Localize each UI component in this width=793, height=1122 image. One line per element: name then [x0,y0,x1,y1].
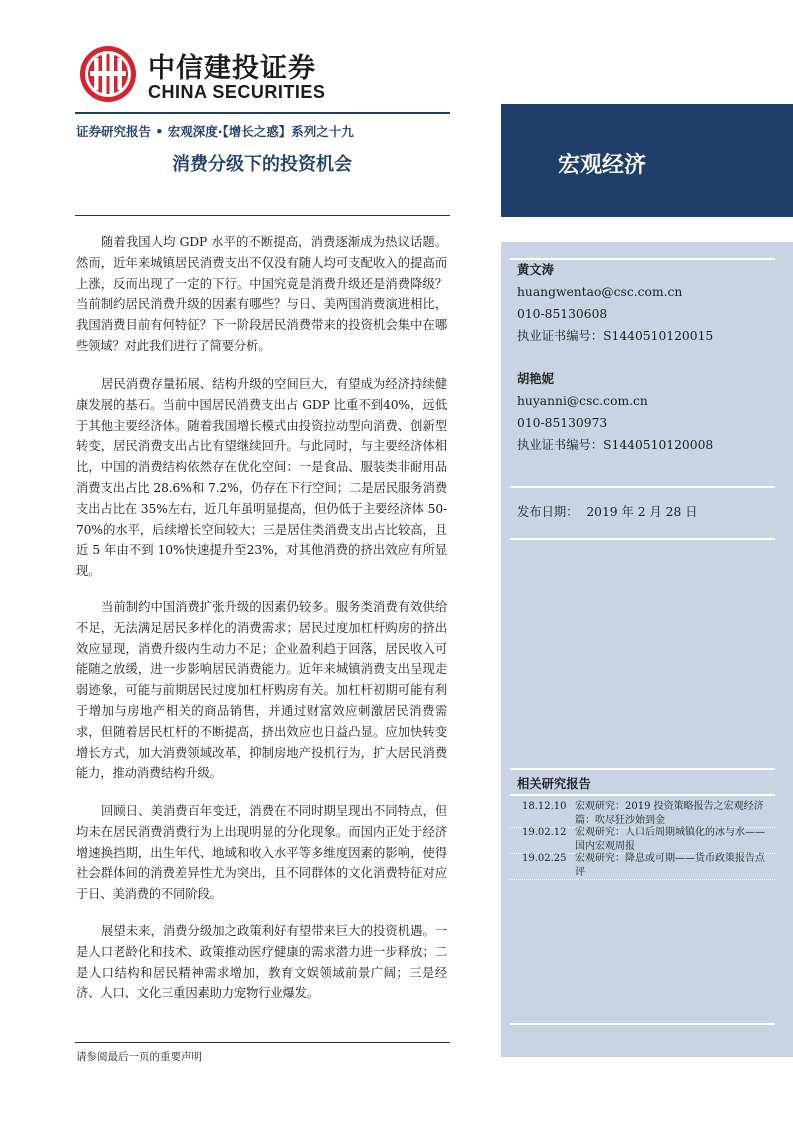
sidebar-divider [510,538,775,540]
china-securities-logo-icon [78,44,138,104]
related-reports-heading: 相关研究报告 [517,777,591,791]
related-report-title[interactable]: 宏观研究：降息或可期——货币政策报告点评 [575,853,765,878]
sidebar-divider [510,486,775,488]
analyst-license: 执业证书编号：S1440510120015 [517,329,714,343]
body-paragraph: 随着我国人均 GDP 水平的不断提高，消费逐渐成为热议话题。然而，近年来城镇居民消费支出不仅没有随人均可支配收入的提高而上涨，反而出现了一定的下行。中国究竟是消费升级还是消费降级？当前制约居民消费升级的因素有哪些？与日、美两国消费演进相比，我国消费目前有何特征？下一阶段居民消费带来的投资机会集中在哪些领域？对此我们进行了简要分析。 [76,235,447,353]
sidebar-divider [510,794,775,796]
analyst-name: 黄文涛 [517,263,554,277]
analyst-name: 胡艳妮 [517,372,554,386]
related-report-date: 18.12.10 [522,801,567,812]
analyst-phone: 010-85130973 [517,416,608,430]
sidebar-panel [501,242,793,1057]
sidebar-divider [510,879,775,880]
footer-divider [75,1042,450,1043]
body-paragraph: 展望未来，消费分级加之政策利好有望带来巨大的投资机遇。一是人口老龄化和技术、政策推动医疗健康的需求潜力进一步释放；二是人口结构和居民精神需求增加，教育文娱领域前景广阔；三是经济、人口、文化三重因素助力宠物行业爆发。 [76,924,447,1001]
report-title: 消费分级下的投资机会 [172,154,352,175]
publish-date [517,502,698,520]
title-divider [75,215,450,216]
analyst-license: 执业证书编号：S1440510120008 [517,438,714,452]
related-report-title[interactable]: 宏观研究：人口后周期城镇化的冰与水——国内宏观周报 [575,827,765,852]
related-report-date: 19.02.25 [522,853,567,864]
report-series-label: 证券研究报告 • 宏观深度·【增长之惑】系列之十九 [76,124,354,139]
brand-name-en: CHINA SECURITIES [148,82,326,102]
disclaimer-note[interactable]: 请参阅最后一页的重要声明 [76,1051,202,1063]
analyst-phone: 010-85130608 [517,307,608,321]
header-divider [75,112,450,114]
body-paragraph: 居民消费存量拓展、结构升级的空间巨大，有望成为经济持续健康发展的基石。当前中国居民消费支出占 GDP 比重不到40%，远低于其他主要经济体。随着我国增长模式由投资拉动型向消费、创新型转变，居民消费支出占比有望继续回升。与此同时，与主要经济体相比，中国的消费结构依然存在优化空间：一是食品、服装类非耐用品消费支出占比 28.6%和 7.2%，仍存在下行空间；二是居民服务消费支出占比在 35%左右，近几年虽明显提高，但仍低于主要经济体 50-70%的水平，后续增长空间较大；三是居住类消费支出占比较高，且近 5 年由不到 10%快速提升至23%，对其他消费的挤出效应有所显现。 [76,377,447,579]
body-paragraph: 当前制约中国消费扩张升级的因素仍较多。服务类消费有效供给不足，无法满足居民多样化的消费需求；居民过度加杠杆购房的挤出效应显现，消费升级内生动力不足；企业盈利趋于回落，居民收入可能随之放缓，进一步影响居民消费能力。近年来城镇消费支出呈现走弱迹象，可能与前期居民过度加杠杆购房有关。加杠杆初期可能有利于增加与房地产相关的商品销售，并通过财富效应刺激居民消费需求，但随着居民杠杆的不断提高，挤出效应也日益凸显。应加快转变增长方式，加大消费领域改革，抑制房地产投机行为，扩大居民消费能力，推动消费结构升级。 [76,600,447,781]
publish-date-label: 发布日期： [517,505,579,519]
analyst-email[interactable]: huyanni@csc.com.cn [517,394,648,408]
sidebar-divider [510,768,775,770]
publish-date-value: 2019 年 2 月 28 日 [586,505,698,519]
related-report-title[interactable]: 宏观研究：2019 投资策略报告之宏观经济篇：吹尽狂沙始到金 [575,801,764,826]
sidebar-divider [510,1023,775,1025]
analyst-email[interactable]: huangwentao@csc.com.cn [517,285,683,299]
related-report-date: 19.02.12 [522,827,567,838]
category-label: 宏观经济 [557,153,646,178]
brand-name-cn: 中信建投证券 [148,53,316,84]
body-paragraph: 回顾日、美消费百年变迁，消费在不同时期呈现出不同特点，但均未在居民消费消费行为上出现明显的分化现象。而国内正处于经济增速换挡期，出生年代、地域和收入水平等多维度因素的影响，使得社会群体间的消费差异性尤为突出，且不同群体的文化消费特征对应于日、美消费的不同阶段。 [76,804,447,902]
analyst-card [517,368,713,456]
analyst-card [517,259,713,347]
